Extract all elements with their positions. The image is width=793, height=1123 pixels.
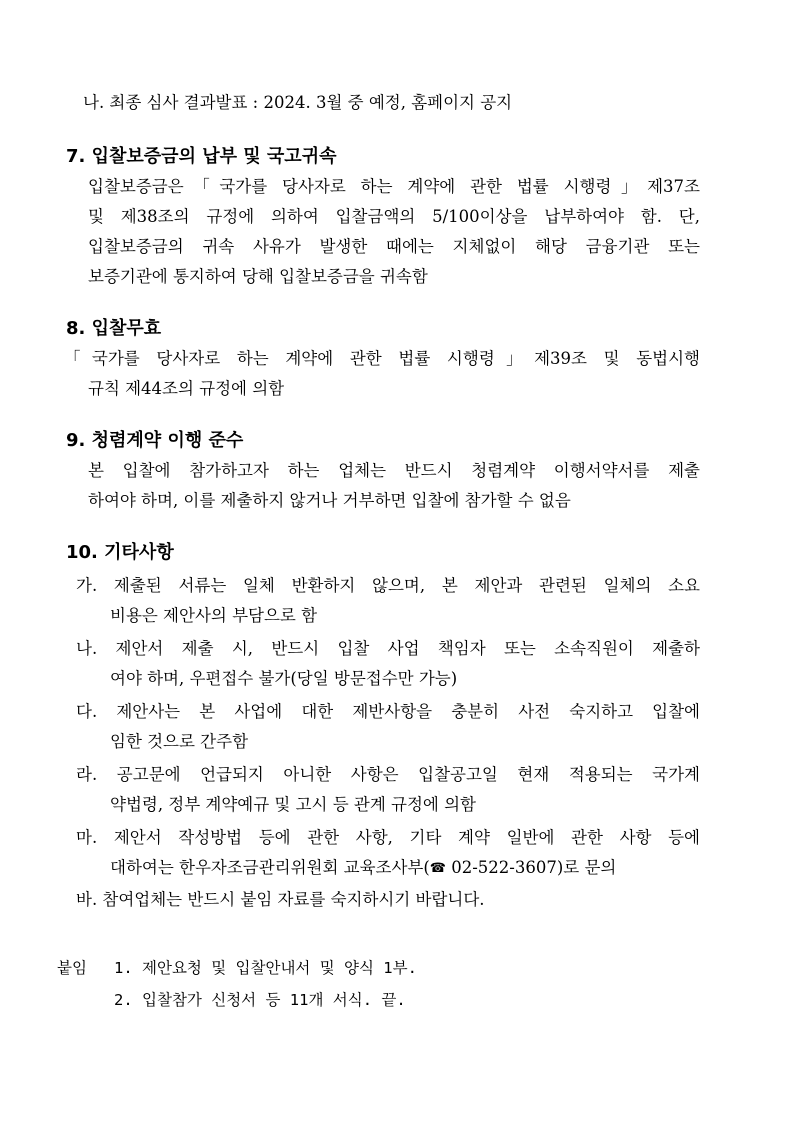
item-ma-line-1: 마. 제안서 작성방법 등에 관한 사항, 기타 계약 일반에 관한 사항 등에 bbox=[76, 828, 700, 847]
section-8-line-1: 「국가를 당사자로 하는 계약에 관한 법률 시행령」제39조 및 동법시행 bbox=[64, 349, 700, 368]
section-9-line-1: 본 입찰에 참가하고자 하는 업체는 반드시 청렴계약 이행서약서를 제출 bbox=[88, 461, 700, 480]
appendix-item-1: 1. 제안요청 및 입찰안내서 및 양식 1부. bbox=[114, 959, 417, 977]
section-8-heading: 8. 입찰무효 bbox=[66, 318, 162, 339]
appendix-label: 붙임 bbox=[57, 959, 87, 977]
item-ga-line-1: 가. 제출된 서류는 일체 반환하지 않으며, 본 제안과 관련된 일체의 소요 bbox=[76, 576, 700, 595]
section-9-heading: 9. 청렴계약 이행 준수 bbox=[66, 430, 244, 451]
item-ba-line-1: 바. 참여업체는 반드시 붙임 자료를 숙지하시기 바랍니다. bbox=[76, 890, 485, 909]
telephone-icon: ☎ bbox=[429, 861, 446, 876]
section-7-heading: 7. 입찰보증금의 납부 및 국고귀속 bbox=[66, 146, 337, 167]
section-7-line-4: 보증기관에 통지하여 당해 입찰보증금을 귀속함 bbox=[88, 267, 428, 286]
item-na-line-1: 나. 제안서 제출 시, 반드시 입찰 사업 책임자 또는 소속직원이 제출하 bbox=[76, 639, 700, 658]
appendix-item-2: 2. 입찰참가 신청서 등 11개 서식. 끝. bbox=[114, 991, 406, 1009]
item-da-line-2: 임한 것으로 간주함 bbox=[110, 732, 249, 751]
section-9-line-2: 하여야 하며, 이를 제출하지 않거나 거부하면 입찰에 참가할 수 없음 bbox=[88, 491, 571, 510]
section-7-line-3: 입찰보증금의 귀속 사유가 발생한 때에는 지체없이 해당 금융기관 또는 bbox=[88, 237, 700, 256]
item-da-line-1: 다. 제안사는 본 사업에 대한 제반사항을 충분히 사전 숙지하고 입찰에 bbox=[76, 702, 700, 721]
intro-line: 나. 최종 심사 결과발표 : 2024. 3월 중 예정, 홈페이지 공지 bbox=[83, 93, 513, 112]
item-ma-line-2 bbox=[110, 857, 616, 880]
section-8-line-2: 규칙 제44조의 규정에 의함 bbox=[88, 379, 285, 398]
item-na-line-2: 여야 하며, 우편접수 불가(당일 방문접수만 가능) bbox=[110, 669, 458, 688]
section-7-line-2: 및 제38조의 규정에 의하여 입찰금액의 5/100이상을 납부하여야 함. 단, bbox=[88, 207, 700, 226]
section-7-line-1: 입찰보증금은「국가를 당사자로 하는 계약에 관한 법률 시행령」제37조 bbox=[88, 177, 700, 196]
item-ra-line-1: 라. 공고문에 언급되지 아니한 사항은 입찰공고일 현재 적용되는 국가계 bbox=[76, 765, 700, 784]
item-ga-line-2: 비용은 제안사의 부담으로 함 bbox=[110, 606, 318, 625]
section-10-heading: 10. 기타사항 bbox=[66, 542, 174, 563]
item-ma-phone-text: 02-522-3607)로 문의 bbox=[445, 858, 617, 877]
item-ra-line-2: 약법령, 정부 계약예규 및 고시 등 관계 규정에 의함 bbox=[110, 795, 476, 814]
item-ma-line-2-text: 대하여는 한우자조금관리위원회 교육조사부( bbox=[110, 858, 430, 877]
